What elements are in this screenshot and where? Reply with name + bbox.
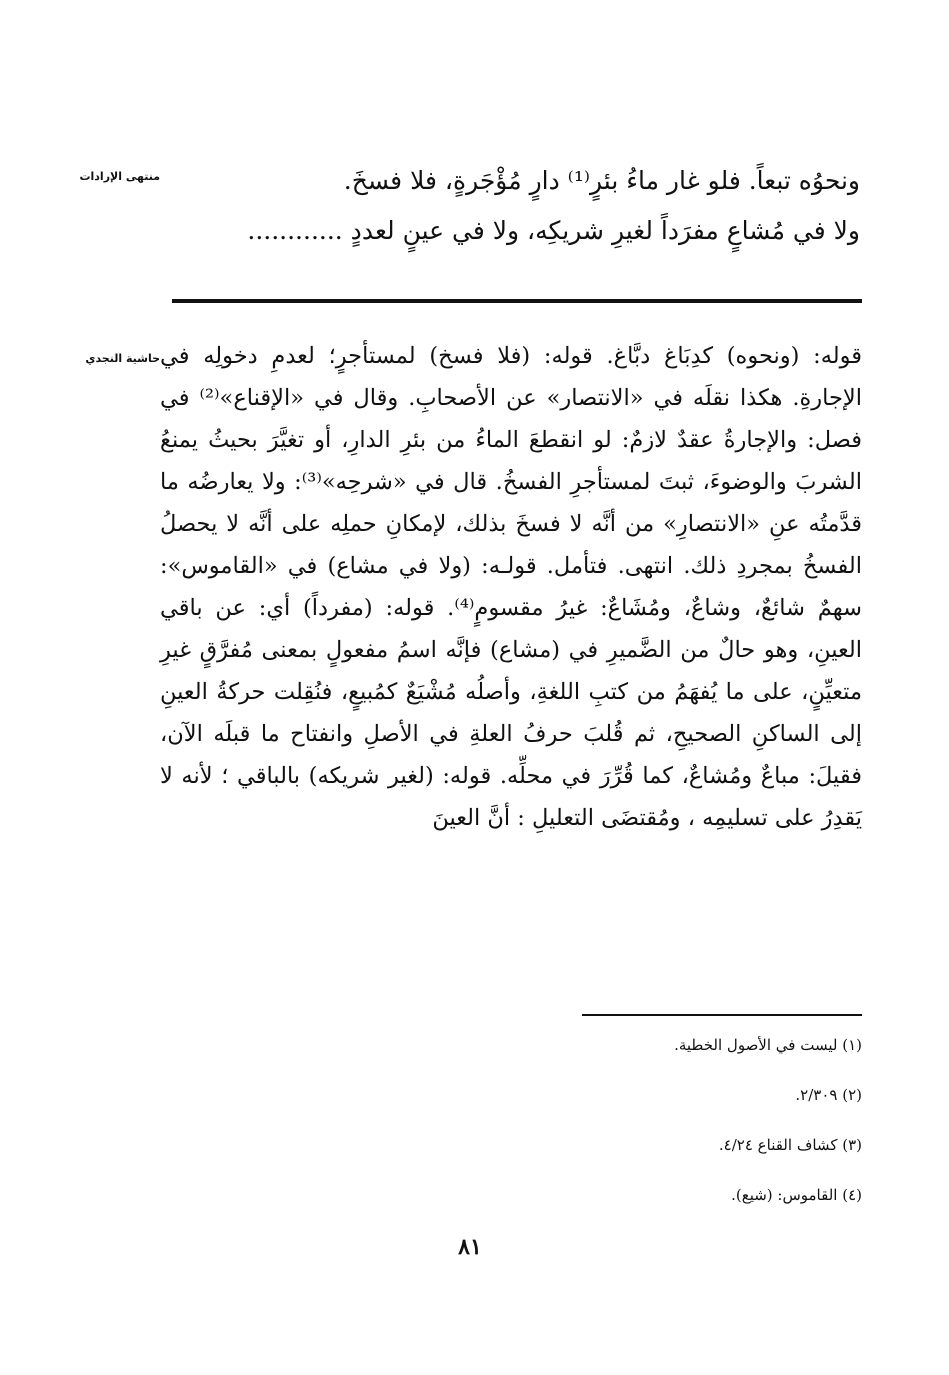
footnote-3: (٣) كشاف القناع ٤/٢٤. bbox=[718, 1136, 862, 1154]
side-label-book-title: منتهى الإرادات bbox=[79, 170, 160, 183]
footnotes bbox=[420, 1030, 862, 1230]
main-text-line-2: ولا في مُشاعٍ مفرَداً لغيرِ شريكِه، ولا في عينٍ لعددٍ ............ bbox=[247, 216, 860, 245]
footnote-divider bbox=[582, 1014, 862, 1016]
footnote-1: (١) ليست في الأصول الخطية. bbox=[674, 1036, 862, 1054]
side-label-commentary-title: حاشية النجدي bbox=[85, 352, 160, 365]
footnote-2: (٢) ٢/٣٠٩. bbox=[795, 1086, 862, 1104]
footnote-4: (٤) القاموس: (شيع). bbox=[731, 1186, 862, 1204]
main-text bbox=[172, 160, 860, 260]
main-text-line-1: ونحوُه تبعاً. فلو غار ماءُ بئرٍ⁽¹⁾ دارٍ مُؤْجَرةٍ، فلا فسخَ. bbox=[343, 166, 860, 195]
page-number: ٨١ bbox=[458, 1234, 482, 1260]
commentary-block bbox=[160, 335, 862, 839]
main-text-divider bbox=[172, 299, 862, 303]
commentary-paragraph: قوله: (ونحوه) كدِبَاغ دبَّاغ. قوله: (فلا فسخ) لمستأجرٍ؛ لعدمِ دخولِه في الإجارةِ. هكذا نقلَه في «الانتصار» عن الأصحابِ. وقال في «الإقناع»⁽²⁾ في فصل: والإجارةُ عقدٌ لازمٌ: لو انقطعَ الماءُ من بئرِ الدارِ، أو تغيَّرَ بحيثُ يمنعُ الشربَ والوضوءَ، ثبتَ لمستأجرِ الفسخُ. قال في «شرحِه»⁽³⁾: ولا يعارضُه ما قدَّمتُه عنِ «الانتصارِ» من أنَّه لا فسخَ بذلك، لإمكانِ حملِه على أنَّه لا يحصلُ الفسخُ بمجردِ ذلك. انتهى. فتأمل. قولـه: (ولا في مشاع) في «القاموس»: سهمٌ شائعٌ، وشاعٌ، ومُشَاعٌ: غيرُ مقسومٍ⁽⁴⁾. قوله: (مفرداً) أي: عن باقي العينِ، وهو حالٌ من الضَّميرِ في (مشاع) فإنَّه اسمُ مفعولٍ بمعنى مُفرَّقٍ غيرِ متعيِّنٍ، على ما يُفهَمُ من كتبِ اللغةِ، وأصلُه مُشْيَعٌ كمُبيعٍ، فنُقِلت حركةُ العينِ إلى الساكنِ الصحيحِ، ثم قُلبَ حرفُ العلةِ في الأصلِ وانفتاح ما قبلَه الآن، فقيلَ: مباعٌ ومُشاعٌ، كما قُرِّرَ في محلِّه. قوله: (لغير شريكه) بالباقي ؛ لأنه لا يَقدِرُ على تسليمِه ، ومُقتضَى التعليلِ : أنَّ العينَ bbox=[160, 343, 862, 831]
